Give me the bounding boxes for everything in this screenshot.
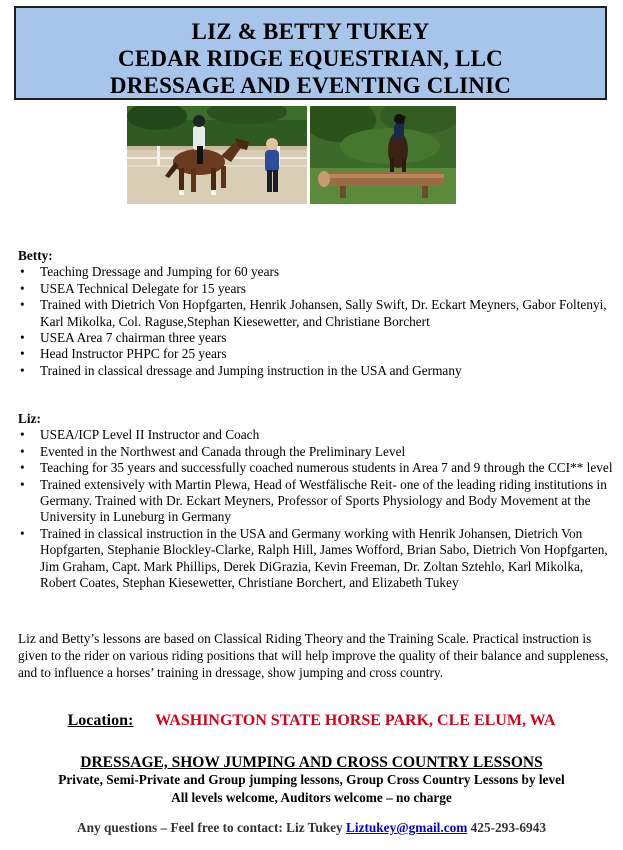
list-item: • USEA Area 7 chairman three years — [18, 330, 613, 346]
liz-section — [18, 411, 613, 591]
list-item: • Trained in classical instruction in the USA and Germany working with Henrik Johansen, Dietrich Von Hopfgarten, Stephanie Blockley-Clarke, Ralph Hill, James Wofford, Brian Sabo, Dietrich Von Hopfgarten, Jim Graham, Capt. Mark Phillips, Derek DiGrazia, Kevin Freeman, Dr. Zoltan Sztehlo, Karl Mikolka, Robert Coates, Stephan Kiesewetter, Christiane Borchert, and Elizabeth Tukey — [18, 526, 613, 592]
lessons-welcome: All levels welcome, Auditors welcome – no charge — [171, 790, 452, 805]
location-label: Location: — [67, 712, 134, 729]
dressage-arena-photo — [127, 106, 307, 204]
title-banner — [14, 6, 607, 100]
list-item: • USEA Technical Delegate for 15 years — [18, 281, 613, 297]
list-item: • Head Instructor PHPC for 25 years — [18, 346, 613, 362]
list-item: • Teaching for 35 years and successfully coached numerous students in Area 7 and 9 through the CCI** level — [18, 460, 613, 476]
location-line — [0, 712, 623, 730]
list-item: • USEA/ICP Level II Instructor and Coach — [18, 427, 613, 443]
email-link[interactable]: Liztukey@gmail.com — [346, 820, 468, 835]
cross-country-photo — [310, 106, 456, 204]
title-line-names: LIZ & BETTY TUKEY — [191, 19, 430, 44]
betty-section — [18, 248, 613, 379]
location-value: WASHINGTON STATE HORSE PARK, CLE ELUM, WA — [155, 712, 556, 729]
contact-prefix: Any questions – Feel free to contact: Liz Tukey — [76, 820, 346, 835]
liz-heading: Liz: — [18, 411, 41, 426]
liz-credentials-list — [18, 427, 613, 591]
list-item: • Trained extensively with Martin Plewa, Head of Westfälische Reit- one of the leading riding institutions in Germany. Trained with Dr. Eckart Meyners, Professor of Sports Physiology and Body Movement at the University in Luneburg in Germany — [18, 477, 613, 526]
betty-credentials-list — [18, 264, 613, 379]
betty-heading: Betty: — [18, 248, 53, 263]
list-item: • Trained with Dietrich Von Hopfgarten, Henrik Johansen, Sally Swift, Dr. Eckart Meyners, Gabor Foltenyi, Karl Mikolka, Col. Raguse,Stephan Kiesewetter, and Christiane Borchert — [18, 297, 613, 330]
contact-line — [0, 820, 623, 836]
lessons-types: Private, Semi-Private and Group jumping lessons, Group Cross Country Lessons by level — [58, 772, 565, 787]
lessons-summary: Liz and Betty’s lessons are based on Classical Riding Theory and the Training Scale. Practical instruction is given to the rider on various riding positions that will help improve the quality of their balance and suppleness, and to influence a horses’ training in dressage, show jumping and cross country. — [18, 631, 609, 681]
lessons-heading: DRESSAGE, SHOW JUMPING AND CROSS COUNTRY LESSONS — [80, 754, 543, 771]
list-item: • Teaching Dressage and Jumping for 60 years — [18, 264, 613, 280]
title-line-company: CEDAR RIDGE EQUESTRIAN, LLC — [118, 46, 503, 71]
list-item: • Trained in classical dressage and Jumping instruction in the USA and Germany — [18, 363, 613, 379]
contact-phone: 425-293-6943 — [467, 820, 546, 835]
title-line-clinic: DRESSAGE AND EVENTING CLINIC — [109, 73, 512, 98]
list-item: • Evented in the Northwest and Canada through the Preliminary Level — [18, 444, 613, 460]
